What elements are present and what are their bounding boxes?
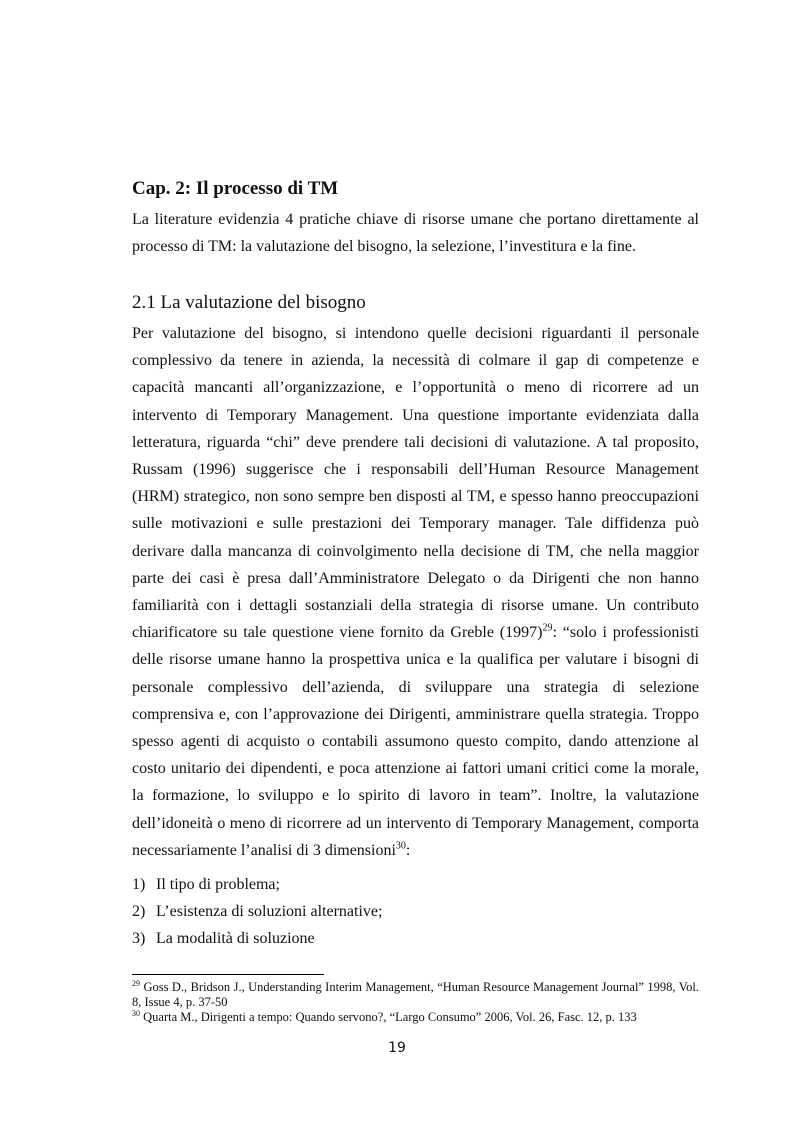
footnote-number: 30 [132,1008,140,1018]
body-text-part: : [405,841,411,859]
footnote [132,980,699,1010]
body-text-part: Per valutazione del bisogno, si intendono quelle decisioni riguardanti il personale complessivo da tenere in azienda, la necessità di colmare il gap di competenze e capacità mancanti all’organizzazione, e l’opportunità o meno di ricorrere ad un intervento di Temporary Management. Una questione importante evidenziata dalla letteratura, riguarda “chi” deve prendere tali decisioni di valutazione. A tal proposito, Russam (1996) suggerisce che i responsabili dell’Human Resource Management (HRM) strategico, non sono sempre ben disposti al TM, e spesso hanno preoccupazioni sulle motivazioni e sulle prestazioni dei Temporary manager. Tale diffidenza può derivare dalla mancanza di coinvolgimento nella decisione di TM, che nella maggior parte dei casi è presa dall’Amministratore Delegato o da Dirigenti che non hanno familiarità con i dettagli sostanziali della strategia di risorse umane. Un contributo chiarificatore su tale questione viene fornito da Greble (1997) [132,325,699,642]
list-item-text: La modalità di soluzione [156,930,315,948]
list-number: 2) [132,903,146,921]
section-body [132,320,699,864]
footnote-number: 29 [132,978,140,988]
list-item-text: Il tipo di problema; [156,876,280,893]
footnote-reference: 29 [542,622,553,634]
body-text-part: : “solo i professionisti delle risorse umane hanno la prospettiva unica e la qualifica per valutare i bisogni di personale complessivo dell’azienda, di sviluppare una strategia di selezione comprensiva e, con l’approvazione dei Dirigenti, amministrare quella strategia. Troppo spesso agenti di acquisto o contabili assumono questo compito, dando attenzione al costo unitario dei dipendenti, e poca attenzione ai fattori umani critici come la morale, la formazione, lo sviluppo e lo spirito di lavoro in team”. Inoltre, la valutazione dell’idoneità o meno di ricorrere ad un intervento di Temporary Management, comporta necessariamente l’analisi di 3 dimensioni [132,624,699,859]
chapter-intro: La literature evidenzia 4 pratiche chiave di risorse umane che portano direttamente al processo di TM: la valutazione del bisogno, la selezione, l’investitura e la fine. [132,211,699,255]
list-number: 3) [132,930,146,948]
footnote-divider [132,974,324,975]
list-number: 1) [132,876,146,893]
footnote-reference: 30 [395,840,406,852]
list-item [132,898,382,925]
chapter-title: Cap. 2: Il processo di TM [132,178,339,199]
footnote [132,1010,699,1025]
page-number: 19 [388,1040,406,1056]
footnote-text: Quarta M., Dirigenti a tempo: Quando servono?, “Largo Consumo” 2006, Vol. 26, Fasc. 12, p. 133 [143,1010,637,1024]
dimensions-list [132,871,382,953]
section-title: 2.1 La valutazione del bisogno [132,292,366,313]
list-item-text: L’esistenza di soluzioni alternative; [156,903,383,921]
footnotes [132,980,699,1025]
list-item [132,925,382,952]
footnote-text: Goss D., Bridson J., Understanding Interim Management, “Human Resource Management Journal” 1998, Vol. 8, Issue 4, p. 37-50 [132,980,699,1009]
list-item [132,871,382,898]
